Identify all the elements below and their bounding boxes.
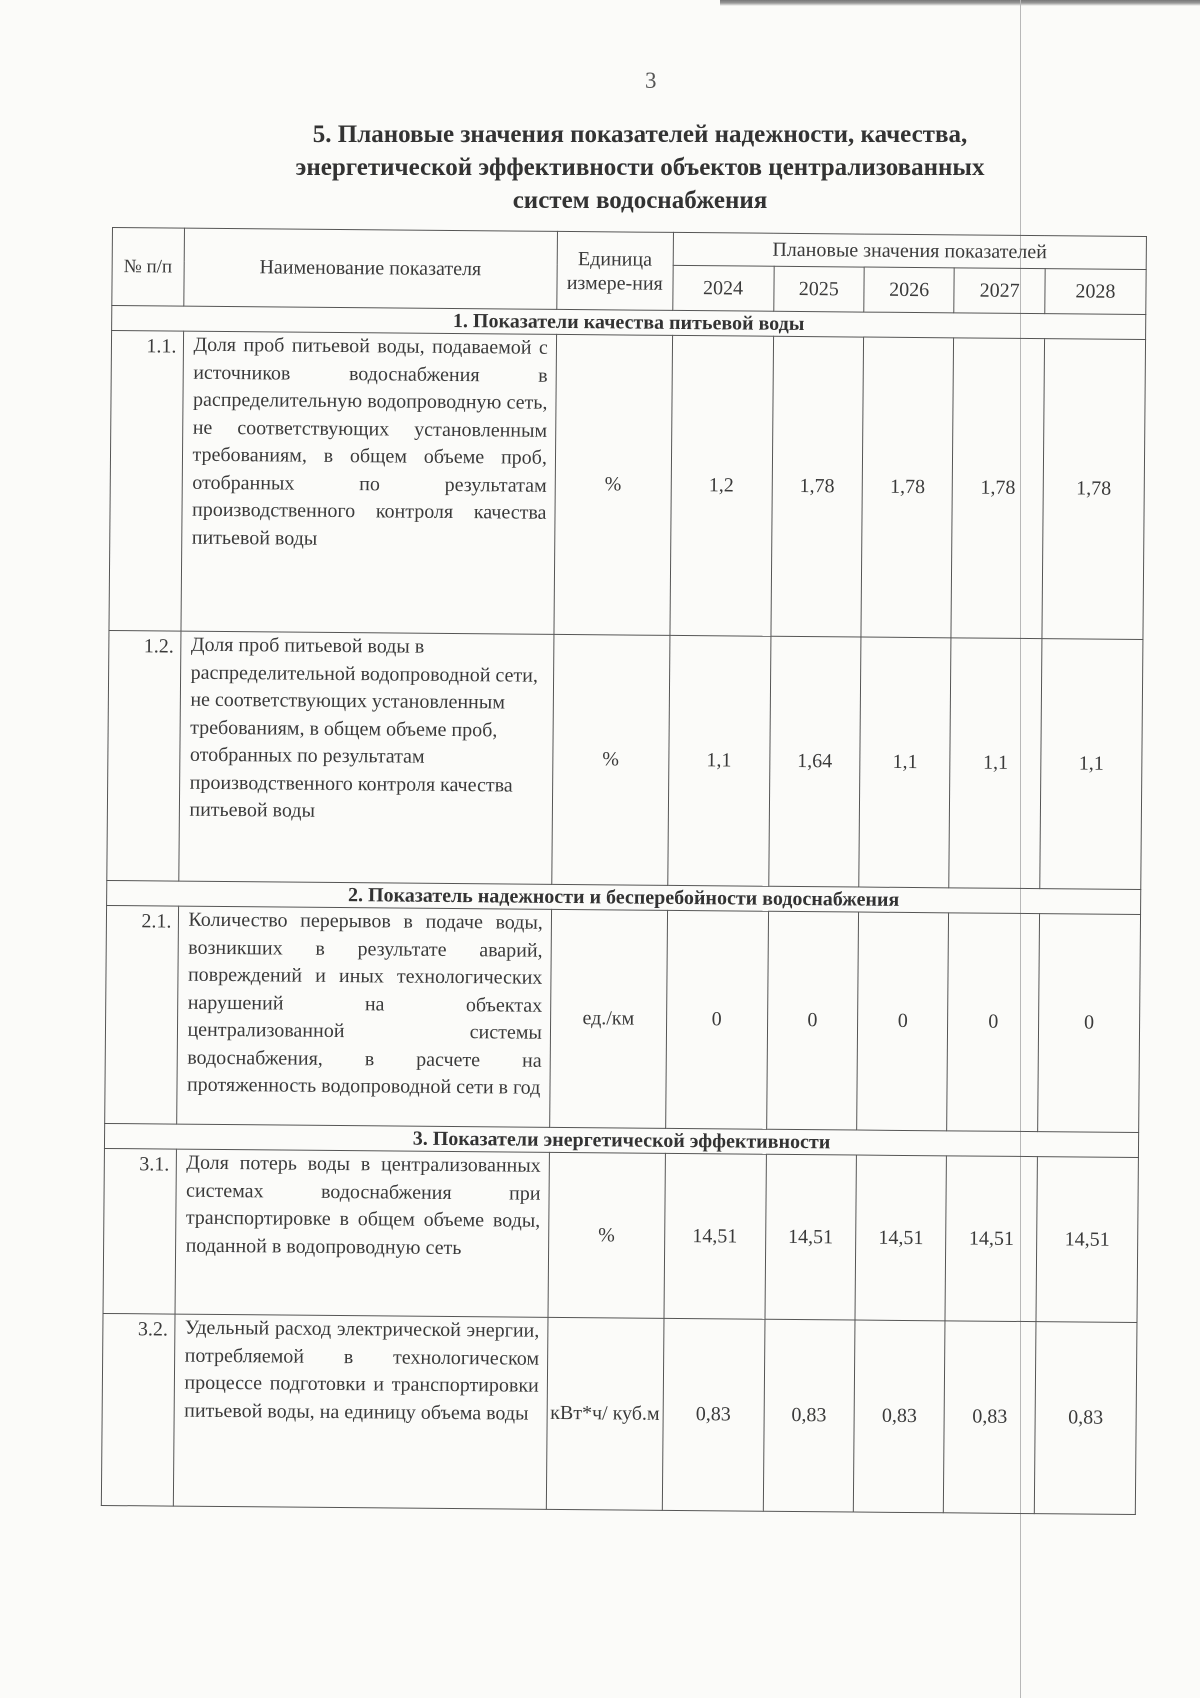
value-2028: 1,78 [1042,339,1146,640]
section-title: 1. Показатели качества питьевой воды [112,306,1146,340]
value-2026: 1,78 [861,337,954,638]
value-2024: 1,2 [670,335,774,636]
header-row-1 [112,228,1146,270]
header-year: 2027 [954,268,1045,314]
indicators-table [101,227,1147,1515]
indicator-name: Количество перерывов в подаче воды, возникших в результате аварий, повреждений и иных технологических нарушений на объектах централизованной системы водоснабжения, в расчете на протяженность водопроводной сети в год [176,906,551,1127]
value-2028: 1,1 [1040,639,1143,890]
indicator-name: Удельный расход электрической энергии, потребляемой в технологическом процессе подготовки и транспортировки питьевой воды, на единицу объема воды [173,1314,548,1509]
title-line-1: 5. Плановые значения показателей надежности, качества, [312,121,968,148]
indicator-name: Доля проб питьевой воды, подаваемой с источников водоснабжения в распределительную водопроводную сеть, не соответствующих установленным требованиям, в общем объеме проб, отобранных по результатам производственного контроля качества питьевой воды [180,331,556,634]
header-unit: Единица измере-ния [557,231,673,310]
value-2025: 0,83 [763,1319,855,1512]
indicator-unit: % [548,1152,665,1318]
row-number: 1.2. [107,630,181,881]
value-2026: 0,83 [853,1320,945,1513]
value-2027: 0,83 [944,1321,1036,1514]
value-2028: 0 [1038,914,1141,1133]
indicator-name: Доля проб питьевой воды в распределительной водопроводной сети, не соответствующих установленным требованиям, в общем объеме проб, отобранных по результатам производственного контроля качества питьевой воды [178,631,554,884]
indicator-name: Доля потерь воды в централизованных системах водоснабжения при транспортировке в общем объеме воды, поданной в водопроводную сеть [175,1149,550,1317]
value-2024: 1,1 [667,635,770,886]
row-number: 2.1. [105,905,178,1124]
value-2025: 0 [766,911,858,1130]
value-2025: 1,78 [771,336,864,637]
value-2027: 1,78 [951,338,1044,639]
value-2027: 1,1 [949,638,1042,889]
header-year: 2025 [773,266,864,312]
indicator-unit: % [552,634,670,885]
section-title: 2. Показатель надежности и бесперебойности водоснабжения [107,880,1141,914]
header-plan: Плановые значения показателей [673,232,1147,269]
indicator-unit: кВт*ч/ куб.м [546,1317,663,1510]
table-row [109,331,1146,640]
row-number: 1.1. [109,331,183,632]
value-2024: 14,51 [664,1153,766,1319]
title-line-3: систем водоснабжения [512,187,768,214]
value-2026: 0 [857,912,949,1131]
header-year: 2028 [1045,269,1146,315]
header-year: 2024 [672,265,773,311]
value-2028: 0,83 [1034,1322,1137,1515]
header-num: № п/п [112,228,184,307]
header-name: Наименование показателя [183,228,557,309]
value-2026: 1,1 [859,637,952,888]
value-2026: 14,51 [855,1155,947,1321]
indicator-unit: ед./км [550,909,668,1128]
row-number: 3.1. [103,1148,176,1314]
section-title: 3. Показатели энергетической эффективности [104,1123,1138,1157]
row-number: 3.2. [101,1313,174,1506]
title-line-2: энергетической эффективности объектов централизованных [295,154,985,181]
value-2024: 0,83 [662,1318,765,1511]
page-number: 3 [645,68,657,93]
table-row [107,630,1143,889]
document-title [200,118,1080,217]
value-2027: 0 [947,913,1039,1132]
value-2024: 0 [665,910,768,1129]
value-2027: 14,51 [945,1156,1037,1322]
table-row [105,905,1141,1132]
scan-edge-artifact [720,0,1200,6]
value-2025: 1,64 [768,636,861,887]
table-row [101,1313,1137,1514]
value-2028: 14,51 [1036,1157,1138,1323]
indicator-unit: % [554,334,672,635]
header-year: 2026 [864,267,955,313]
value-2025: 14,51 [765,1154,857,1320]
table-row [103,1148,1138,1322]
